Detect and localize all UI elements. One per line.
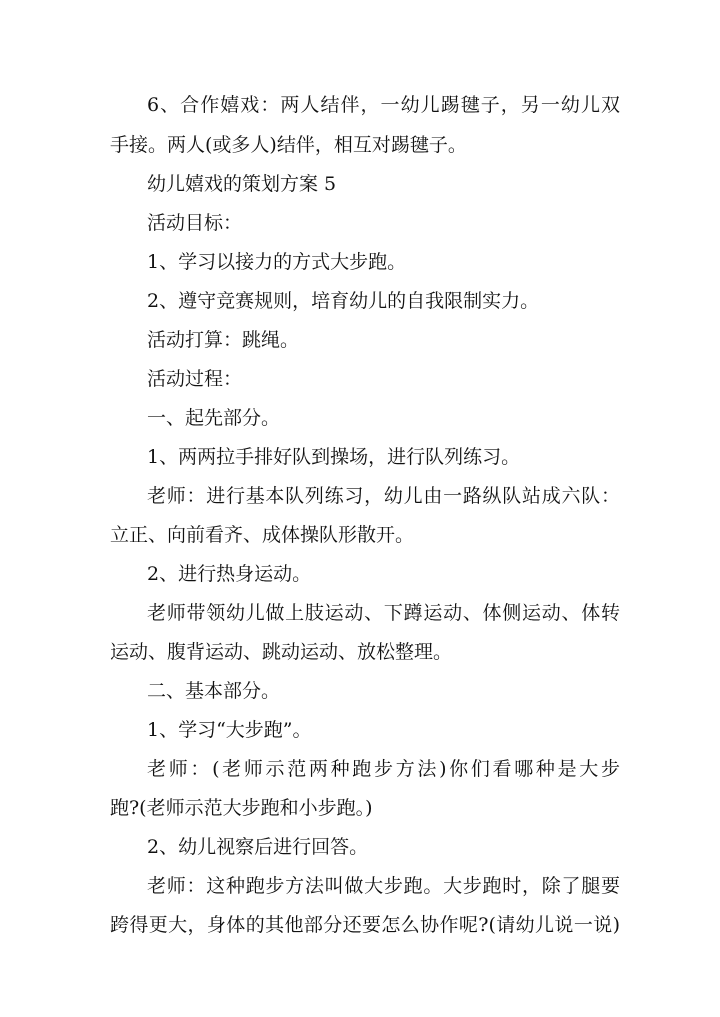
paragraph-line: 1、两两拉手排好队到操场，进行队列练习。: [147, 446, 521, 468]
paragraph-line: 手接。两人(或多人)结伴，相互对踢毽子。: [110, 134, 467, 156]
paragraph-line: 2、遵守竞赛规则，培育幼儿的自我限制实力。: [147, 290, 540, 312]
paragraph-line: 老师：这种跑步方法叫做大步跑。大步跑时，除了腿要: [147, 875, 620, 897]
paragraph-line: 跑?(老师示范大步跑和小步跑。): [110, 797, 373, 819]
paragraph-line: 老师带领幼儿做上肢运动、下蹲运动、体侧运动、体转: [147, 602, 620, 624]
paragraph-line: 1、学习以接力的方式大步跑。: [147, 251, 407, 273]
paragraph-line: 1、学习“大步跑”。: [147, 719, 312, 741]
paragraph-line: 2、进行热身运动。: [147, 563, 312, 585]
heading-line: 活动过程：: [147, 368, 243, 390]
paragraph-line: 2、幼儿视察后进行回答。: [147, 836, 369, 858]
paragraph-line: 老师：进行基本队列练习，幼儿由一路纵队站成六队：: [147, 485, 620, 507]
heading-line: 一、起先部分。: [147, 407, 281, 429]
section-title: 幼儿嬉戏的策划方案 5: [147, 173, 337, 195]
paragraph-line: 老师：(老师示范两种跑步方法)你们看哪种是大步: [147, 758, 620, 780]
heading-line: 二、基本部分。: [147, 680, 281, 702]
paragraph-line: 立正、向前看齐、成体操队形散开。: [110, 524, 415, 546]
heading-line: 活动目标：: [147, 212, 243, 234]
paragraph-line: 运动、腹背运动、跳动运动、放松整理。: [110, 641, 453, 663]
paragraph-line: 跨得更大，身体的其他部分还要怎么协作呢?(请幼儿说一说): [110, 914, 620, 936]
paragraph-line: 6、合作嬉戏：两人结伴，一幼儿踢毽子，另一幼儿双: [147, 94, 620, 116]
paragraph-line: 活动打算：跳绳。: [147, 329, 300, 351]
